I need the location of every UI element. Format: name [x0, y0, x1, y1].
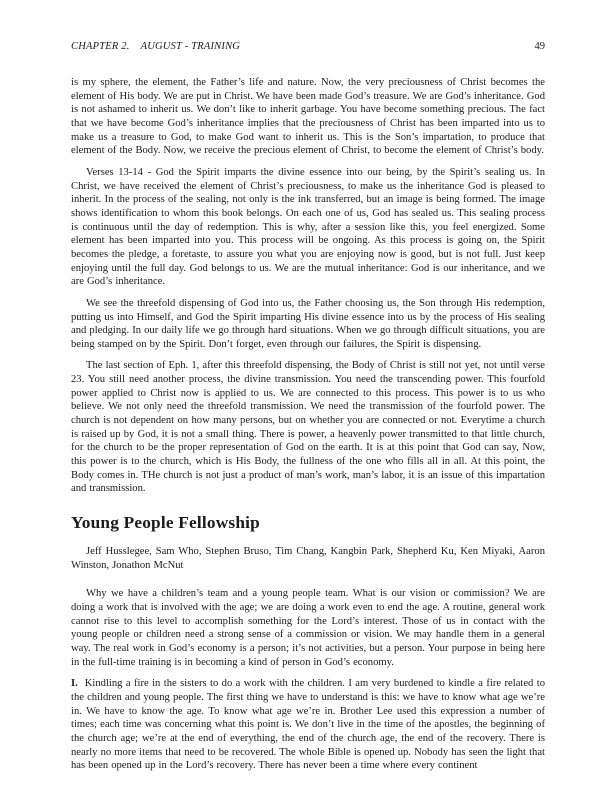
chapter-title: AUGUST - TRAINING	[140, 41, 241, 52]
paragraph-verses-13-14: Verses 13-14 - God the Spirit imparts the divine essence into our being, by the Spirit’s sealing us. In Christ, we have received the element of Christ’s preciousness, to make us the inheritance God is pleased to inherit. In the process of the sealing, not only is the ink transferred, but an image is being formed. The image shows identification to whom this book belongs. On each one of us, God has sealed us. This sealing process is continuous until the day of redemption. This is why, after a session like this, you feel energized. Some element has been imparted into you. This process will be ongoing. As this process is going on, the Spirit becomes the pledge, a foretaste, to assure you what you are enjoying now is good, but is not full. Just keep enjoying until the full day. God belongs to us. We are the mutual inheritance: God is our inheritance, and we are God’s inheritance.	[71, 166, 545, 288]
numbered-list-item	[71, 677, 545, 773]
page-header	[71, 40, 545, 53]
list-item-marker: I.	[71, 678, 78, 690]
paragraph-last-section-eph1: The last section of Eph. 1, after this threefold dispensing, the Body of Christ is still not yet, not until verse 23. You still need another process, the divine transmission. You need the transcending power. This fourfold power applied to Christ now is applied to us. We are connected to this process. This power is to us who believe. We not only need the threefold transmission. We need the transmission of the fourfold power. The church is not dependent on how many persons, but on whether you are connected or not. Everytime a church is raised up by God, it is not a small thing. There is power, a heavenly power transmitted to that little church, for the church to be the proper representation of God on the earth. It is at this point that God can say, Now, this power is to the church, which is His Body, the fullness of the one who fills all in all. At this point, the Body comes in. THe church is not just a product of man’s work, man’s labor, it is an issue of this impartation and transmission.	[71, 360, 545, 495]
page-number: 49	[534, 41, 545, 52]
speakers-list: Jeff Husslegee, Sam Who, Stephen Bruso, Tim Chang, Kangbin Park, Shepherd Ku, Ken Miyaki, Aaron Winston, Jonathon McNut	[71, 546, 545, 571]
running-head	[71, 40, 240, 53]
paragraph-continuation: is my sphere, the element, the Father’s life and nature. Now, the very preciousness of Christ becomes the element of His body. We are put in Christ. We have been made God’s treasure. We are God’s inheritance. God is not ashamed to inherit us. We don’t like to inherit garbage. You have become something precious. The fact that we have become God’s inheritance implies that the preciousness of Christ has been imparted into us to make us a treasure to God, to make God want to inherit us. This is the Son’s impartation, to produce that element of the Body. Now, we receive the precious element of Christ, to become the element of Christ’s body.	[71, 77, 545, 157]
chapter-label: CHAPTER 2.	[71, 41, 130, 52]
list-item-text: Kindling a fire in the sisters to do a work with the children. I am very burdened to kindle a fire related to the children and young people. The first thing we have to understand is this: we have to know what age we’re in. We have to know the age. To know what age we’re in. Brother Lee used this expression a number of times; each time was concerning what this point is. We don’t live in the time of the apostles, the beginning of the church age; we’re at the end of everything, the end of the church age, the end of the recovery. There is nearly no more items that need to be recovered. The whole Bible is opened up. Nobody has seen the light that has been opened up in the Lord’s recovery. There has never been a time where every continent	[71, 678, 545, 772]
section-title: Young People Fellowship	[71, 513, 260, 533]
page-body	[71, 76, 545, 773]
paragraph-threefold-dispensing: We see the threefold dispensing of God into us, the Father choosing us, the Son through His redemption, putting us into Himself, and God the Spirit imparting His divine essence into us by the process of His sealing and pledging. In our daily life we go through hard situations. When we go through difficult situations, you are being stamped on by the Spirit. Don’t forget, even through our failures, the Spirit is dispensing.	[71, 297, 545, 350]
paragraph-vision-commission: Why we have a children’s team and a young people team. What is our vision or commission? We are doing a work that is involved with the age; we are doing a work even to end the age. A routine, general work cannot rise to this level to accomplish something for the Lord’s interest. Those of us in contact with the young people or children need a strong sense of a commission or vision. We may handle them in a general way. The real work in God’s economy is a person; it’s not activities, but a person. Your purpose in being here in the full-time training is in becoming a kind of person in God’s economy.	[71, 588, 545, 668]
